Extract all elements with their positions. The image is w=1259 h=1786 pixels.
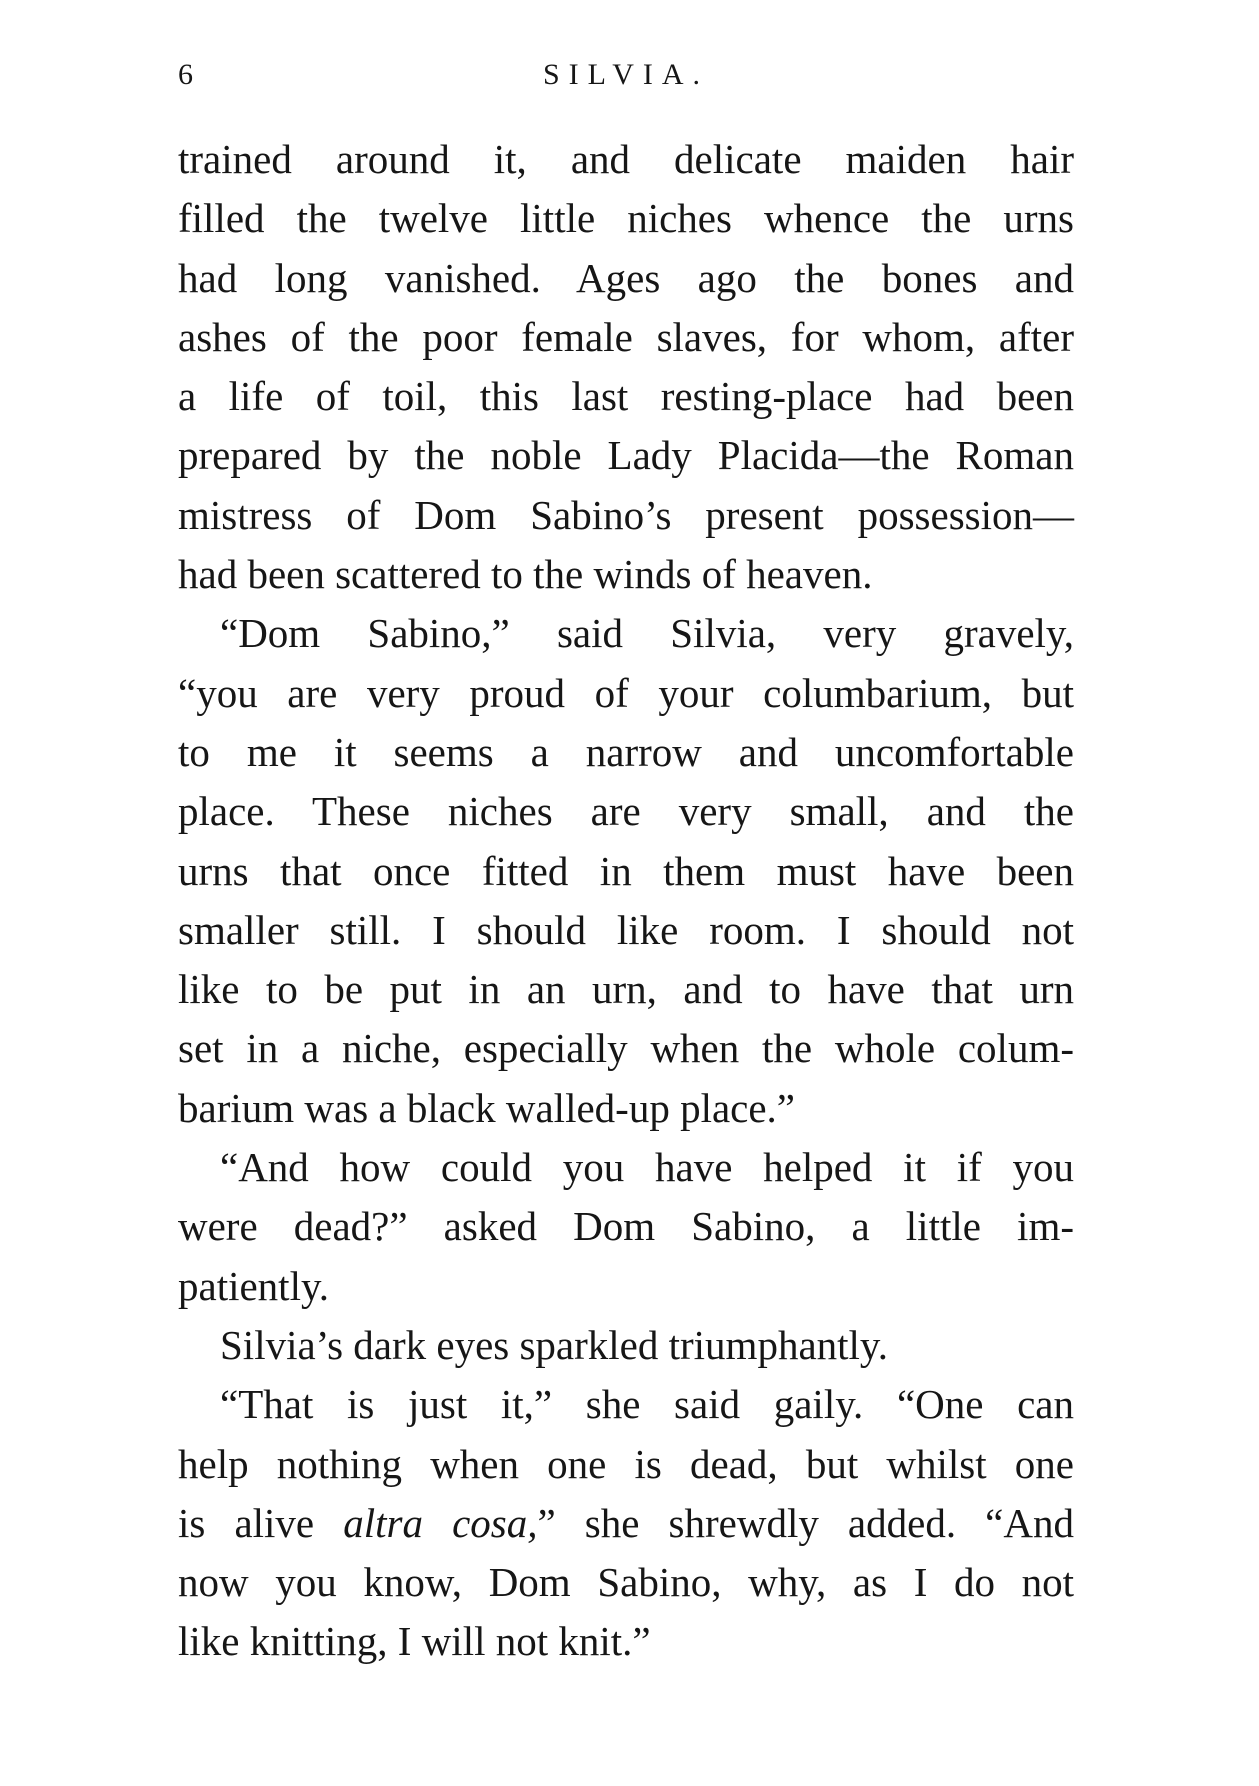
text-line: to me it seems a narrow and uncomfortable: [178, 728, 1074, 775]
text-line: [178, 1494, 1074, 1553]
text-line: help nothing when one is dead, but whilst one: [178, 1440, 1074, 1487]
text-segment: is alive: [178, 1499, 344, 1546]
text-line: like knitting, I will not knit.”: [178, 1618, 651, 1665]
text-line: were dead?” asked Dom Sabino, a little im-: [178, 1203, 1074, 1250]
text-line: “you are very proud of your columbarium, but: [178, 669, 1074, 716]
text-line: trained around it, and delicate maiden hair: [178, 136, 1074, 182]
text-segment: ” she shrewdly added. “And: [537, 1499, 1074, 1546]
text-line: place. These niches are very small, and the: [178, 788, 1074, 835]
body-text: [178, 130, 1074, 1672]
running-title: SILVIA.: [542, 58, 710, 91]
text-line: filled the twelve little niches whence the urns: [178, 195, 1074, 242]
text-line: Silvia’s dark eyes sparkled triumphantly.: [220, 1321, 889, 1368]
text-line: had been scattered to the winds of heaven.: [178, 551, 873, 598]
text-line: barium was a black walled-up place.”: [178, 1084, 796, 1131]
text-line: had long vanished. Ages ago the bones and: [178, 254, 1074, 301]
text-line: now you know, Dom Sabino, why, as I do not: [178, 1559, 1074, 1606]
text-line: “Dom Sabino,” said Silvia, very gravely,: [220, 610, 1074, 657]
text-line: prepared by the noble Lady Placida—the Roman: [178, 432, 1074, 479]
italic-phrase: altra cosa,: [343, 1499, 538, 1546]
page-number: 6: [178, 58, 193, 91]
text-line: like to be put in an urn, and to have that urn: [178, 966, 1074, 1013]
text-line: “And how could you have helped it if you: [220, 1144, 1074, 1191]
text-line: urns that once fitted in them must have been: [178, 847, 1074, 894]
text-line: patiently.: [178, 1262, 330, 1309]
text-line: ashes of the poor female slaves, for whom, after: [178, 313, 1074, 360]
text-line: mistress of Dom Sabino’s present possession—: [178, 491, 1074, 538]
text-line: “That is just it,” she said gaily. “One can: [220, 1381, 1074, 1428]
text-line: smaller still. I should like room. I should not: [178, 906, 1074, 953]
text-line: a life of toil, this last resting-place had been: [178, 373, 1074, 420]
running-head: [178, 50, 1074, 100]
text-line: set in a niche, especially when the whole colum-: [178, 1025, 1074, 1072]
